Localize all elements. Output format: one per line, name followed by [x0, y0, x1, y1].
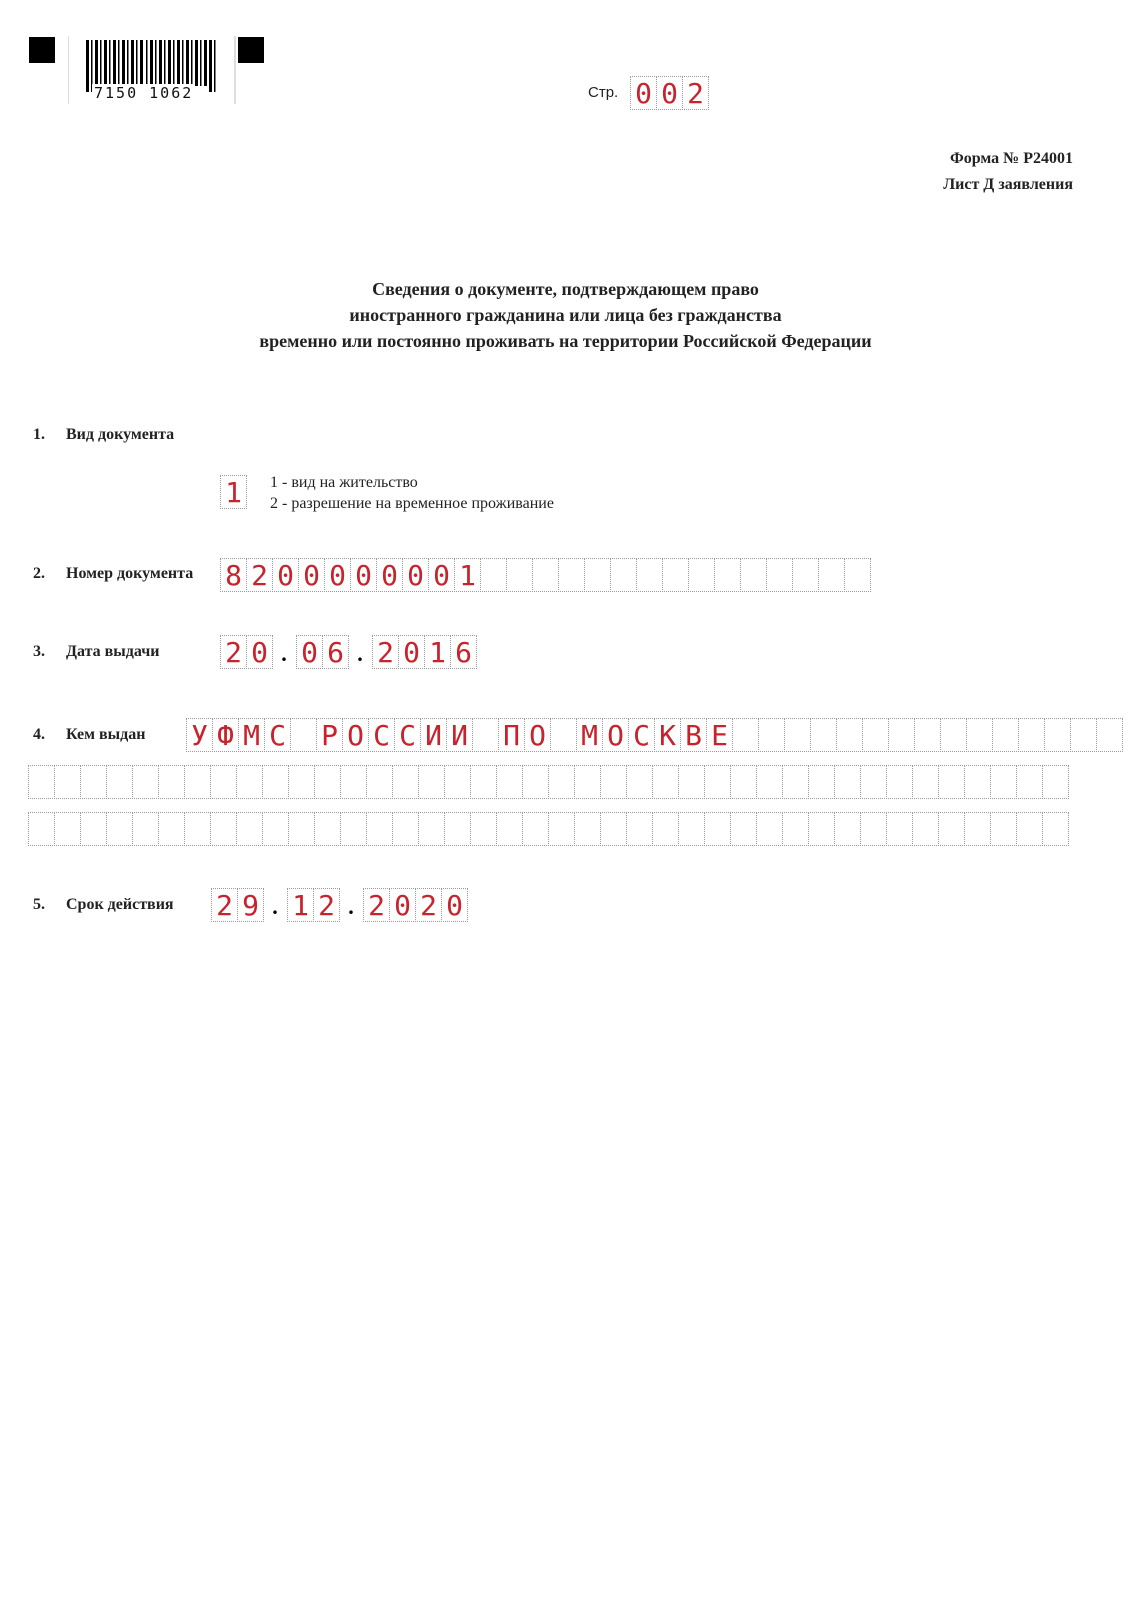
date-separator: .: [357, 641, 363, 666]
issued-by-cell[interactable]: [1070, 718, 1097, 752]
issued-by-cell[interactable]: [28, 812, 55, 846]
doc-number-cell[interactable]: 0: [376, 558, 403, 592]
doc-type-input[interactable]: [220, 475, 246, 509]
issued-by-cell[interactable]: [392, 765, 419, 799]
issued-by-cell[interactable]: И: [446, 718, 473, 752]
issued-by-cell[interactable]: [418, 765, 445, 799]
issued-by-cell[interactable]: [314, 812, 341, 846]
expiry-month-cell[interactable]: 1: [287, 888, 314, 922]
issued-by-cell[interactable]: [54, 765, 81, 799]
issued-by-cell[interactable]: [548, 765, 575, 799]
issued-by-cell[interactable]: [886, 765, 913, 799]
issue-date-label: Дата выдачи: [66, 643, 160, 660]
date-separator: .: [281, 641, 287, 666]
issued-by-cell[interactable]: [106, 812, 133, 846]
doc-number-cell[interactable]: [558, 558, 585, 592]
doc-type-option-2: 2 - разрешение на временное проживание: [270, 495, 554, 512]
issued-by-cell[interactable]: [574, 812, 601, 846]
issued-by-cell[interactable]: [940, 718, 967, 752]
issued-by-cell[interactable]: И: [420, 718, 447, 752]
issued-by-cell[interactable]: [340, 812, 367, 846]
form-title-line-3: временно или постоянно проживать на территории Российской Федерации: [259, 331, 872, 351]
issued-by-line-3[interactable]: [28, 812, 1068, 846]
expiry-year-cell[interactable]: 2: [415, 888, 442, 922]
doc-number-cell[interactable]: 0: [272, 558, 299, 592]
issued-by-cell[interactable]: [1016, 765, 1043, 799]
issued-by-cell[interactable]: М: [238, 718, 265, 752]
issued-by-cell[interactable]: [860, 765, 887, 799]
issued-by-cell[interactable]: [626, 765, 653, 799]
issued-by-cell[interactable]: [1044, 718, 1071, 752]
doc-number-cell[interactable]: 2: [246, 558, 273, 592]
issued-by-cell[interactable]: [288, 765, 315, 799]
issued-by-cell[interactable]: [808, 765, 835, 799]
issue-year-cell[interactable]: 0: [398, 635, 425, 669]
doc-number-cell[interactable]: [506, 558, 533, 592]
issued-by-cell[interactable]: [678, 812, 705, 846]
issued-by-cell[interactable]: [210, 765, 237, 799]
page-digit-cell: 0: [630, 76, 657, 110]
form-number: Форма № Р24001: [949, 150, 1073, 167]
corner-marker-right: [238, 37, 264, 63]
form-sheet: Лист Д заявления: [943, 176, 1073, 193]
issued-by-cell[interactable]: [54, 812, 81, 846]
doc-number-cell[interactable]: 0: [402, 558, 429, 592]
issued-by-cell[interactable]: [914, 718, 941, 752]
issued-by-cell[interactable]: [966, 718, 993, 752]
form-title-line-2: иностранного гражданина или лица без гражданства: [349, 305, 782, 325]
issued-by-cell[interactable]: [600, 812, 627, 846]
issued-by-cell[interactable]: [810, 718, 837, 752]
barcode-number: 7150 1062: [94, 84, 194, 102]
issued-by-cell[interactable]: [522, 812, 549, 846]
doc-number-cell[interactable]: [584, 558, 611, 592]
issued-by-cell[interactable]: [340, 765, 367, 799]
doc-number-cell[interactable]: 1: [454, 558, 481, 592]
field-2-number: 2.: [33, 565, 45, 582]
page-digit-cell: 0: [656, 76, 683, 110]
issued-by-cell[interactable]: [888, 718, 915, 752]
doc-number-cell[interactable]: 0: [428, 558, 455, 592]
doc-number-cell[interactable]: [792, 558, 819, 592]
issued-by-cell[interactable]: [106, 765, 133, 799]
issued-by-cell[interactable]: [80, 812, 107, 846]
issued-by-cell[interactable]: [470, 812, 497, 846]
doc-number-cell[interactable]: 0: [324, 558, 351, 592]
issued-by-cell[interactable]: [912, 765, 939, 799]
expiry-day-cell[interactable]: 9: [237, 888, 264, 922]
issued-by-cell[interactable]: [1042, 812, 1069, 846]
issue-year-cell[interactable]: 1: [424, 635, 451, 669]
issued-by-cell[interactable]: [938, 812, 965, 846]
issued-by-cell[interactable]: [574, 765, 601, 799]
expiry-label: Срок действия: [66, 896, 174, 913]
issued-by-cell[interactable]: [964, 812, 991, 846]
doc-number-cell[interactable]: [662, 558, 689, 592]
issued-by-cell[interactable]: [652, 765, 679, 799]
doc-number-cell[interactable]: [818, 558, 845, 592]
doc-number-cell[interactable]: [688, 558, 715, 592]
issued-by-cell[interactable]: С: [628, 718, 655, 752]
form-title-line-1: Сведения о документе, подтверждающем право: [372, 279, 759, 299]
doc-number-cell[interactable]: [636, 558, 663, 592]
issued-by-cell[interactable]: [80, 765, 107, 799]
issued-by-label: Кем выдан: [66, 726, 146, 743]
issued-by-cell[interactable]: [704, 812, 731, 846]
field-1-number: 1.: [33, 426, 45, 443]
issued-by-cell[interactable]: Ф: [212, 718, 239, 752]
issued-by-cell[interactable]: [836, 718, 863, 752]
issued-by-cell[interactable]: О: [524, 718, 551, 752]
issued-by-cell[interactable]: [626, 812, 653, 846]
issued-by-cell[interactable]: [730, 765, 757, 799]
issued-by-cell[interactable]: [990, 765, 1017, 799]
issue-year-cell[interactable]: 6: [450, 635, 477, 669]
issued-by-cell[interactable]: Е: [706, 718, 733, 752]
issue-day-cell[interactable]: 2: [220, 635, 247, 669]
issued-by-cell[interactable]: [158, 812, 185, 846]
issued-by-cell[interactable]: [784, 718, 811, 752]
issued-by-line-2[interactable]: [28, 765, 1068, 799]
issued-by-cell[interactable]: [862, 718, 889, 752]
issued-by-cell[interactable]: [548, 812, 575, 846]
issued-by-cell[interactable]: [782, 812, 809, 846]
date-separator: .: [272, 894, 278, 919]
corner-marker-left: [29, 37, 55, 63]
issued-by-cell[interactable]: [28, 765, 55, 799]
issued-by-cell[interactable]: [314, 765, 341, 799]
issued-by-cell[interactable]: [470, 765, 497, 799]
issued-by-cell[interactable]: [392, 812, 419, 846]
issued-by-cell[interactable]: [808, 812, 835, 846]
issued-by-cell[interactable]: [262, 812, 289, 846]
issued-by-cell[interactable]: [184, 765, 211, 799]
issued-by-cell[interactable]: [522, 765, 549, 799]
field-3-number: 3.: [33, 643, 45, 660]
issued-by-cell[interactable]: [496, 765, 523, 799]
expiry-month-cell[interactable]: 2: [313, 888, 340, 922]
issued-by-cell[interactable]: [756, 765, 783, 799]
issued-by-cell[interactable]: [236, 765, 263, 799]
issued-by-cell[interactable]: [290, 718, 317, 752]
issued-by-cell[interactable]: [366, 765, 393, 799]
issued-by-cell[interactable]: [366, 812, 393, 846]
issued-by-cell[interactable]: [262, 765, 289, 799]
issued-by-cell[interactable]: [912, 812, 939, 846]
issued-by-cell[interactable]: [1042, 765, 1069, 799]
issued-by-cell[interactable]: [236, 812, 263, 846]
issued-by-cell[interactable]: [600, 765, 627, 799]
issued-by-cell[interactable]: [444, 765, 471, 799]
issued-by-cell[interactable]: [990, 812, 1017, 846]
doc-type-cell[interactable]: 1: [220, 475, 247, 509]
date-separator: .: [348, 894, 354, 919]
issued-by-cell[interactable]: О: [342, 718, 369, 752]
issued-by-cell[interactable]: М: [576, 718, 603, 752]
issued-by-cell[interactable]: К: [654, 718, 681, 752]
issued-by-cell[interactable]: [550, 718, 577, 752]
doc-number-cell[interactable]: 8: [220, 558, 247, 592]
issued-by-cell[interactable]: [472, 718, 499, 752]
page-label: Стр.: [588, 84, 619, 101]
issued-by-cell[interactable]: [758, 718, 785, 752]
doc-number-label: Номер документа: [66, 565, 194, 582]
expiry-year-cell[interactable]: 0: [389, 888, 416, 922]
issued-by-cell[interactable]: [782, 765, 809, 799]
expiry-year-cell[interactable]: 2: [363, 888, 390, 922]
doc-number-cell[interactable]: [610, 558, 637, 592]
issued-by-cell[interactable]: О: [602, 718, 629, 752]
doc-type-option-1: 1 - вид на жительство: [270, 474, 418, 491]
issued-by-cell[interactable]: [496, 812, 523, 846]
expiry-day-cell[interactable]: 2: [211, 888, 238, 922]
expiry-date-input[interactable]: [211, 888, 467, 922]
issue-date-input[interactable]: [220, 635, 476, 669]
issued-by-cell[interactable]: [756, 812, 783, 846]
issued-by-cell[interactable]: [886, 812, 913, 846]
issued-by-line-1[interactable]: [186, 718, 1122, 752]
issued-by-cell[interactable]: [158, 765, 185, 799]
issued-by-cell[interactable]: Р: [316, 718, 343, 752]
issued-by-cell[interactable]: [210, 812, 237, 846]
doc-number-cell[interactable]: [714, 558, 741, 592]
issued-by-cell[interactable]: С: [368, 718, 395, 752]
issued-by-cell[interactable]: [964, 765, 991, 799]
doc-number-input[interactable]: [220, 558, 870, 592]
issued-by-cell[interactable]: [1018, 718, 1045, 752]
issued-by-cell[interactable]: С: [394, 718, 421, 752]
issued-by-cell[interactable]: [834, 812, 861, 846]
issued-by-cell[interactable]: [834, 765, 861, 799]
issue-month-cell[interactable]: 0: [296, 635, 323, 669]
doc-number-cell[interactable]: [740, 558, 767, 592]
issued-by-cell[interactable]: [732, 718, 759, 752]
issued-by-cell[interactable]: [444, 812, 471, 846]
issued-by-cell[interactable]: [730, 812, 757, 846]
issued-by-cell[interactable]: [938, 765, 965, 799]
issued-by-cell[interactable]: С: [264, 718, 291, 752]
issued-by-cell[interactable]: [678, 765, 705, 799]
issued-by-cell[interactable]: [132, 765, 159, 799]
page-number-cells: [630, 76, 708, 110]
issued-by-cell[interactable]: [992, 718, 1019, 752]
doc-number-cell[interactable]: [532, 558, 559, 592]
issued-by-cell[interactable]: [860, 812, 887, 846]
field-4-number: 4.: [33, 726, 45, 743]
issued-by-cell[interactable]: [1096, 718, 1123, 752]
issued-by-cell[interactable]: [704, 765, 731, 799]
issued-by-cell[interactable]: [132, 812, 159, 846]
issued-by-cell[interactable]: [1016, 812, 1043, 846]
issued-by-cell[interactable]: [288, 812, 315, 846]
page-digit-cell: 2: [682, 76, 709, 110]
issued-by-cell[interactable]: П: [498, 718, 525, 752]
doc-number-cell[interactable]: [844, 558, 871, 592]
issued-by-cell[interactable]: У: [186, 718, 213, 752]
doc-number-cell[interactable]: [480, 558, 507, 592]
doc-type-label: Вид документа: [66, 426, 175, 443]
issued-by-cell[interactable]: [652, 812, 679, 846]
field-5-number: 5.: [33, 896, 45, 913]
issue-month-cell[interactable]: 6: [322, 635, 349, 669]
doc-number-cell[interactable]: 0: [350, 558, 377, 592]
doc-number-cell[interactable]: [766, 558, 793, 592]
issue-day-cell[interactable]: 0: [246, 635, 273, 669]
doc-number-cell[interactable]: 0: [298, 558, 325, 592]
issued-by-cell[interactable]: [184, 812, 211, 846]
issued-by-cell[interactable]: В: [680, 718, 707, 752]
issued-by-cell[interactable]: [418, 812, 445, 846]
issue-year-cell[interactable]: 2: [372, 635, 399, 669]
expiry-year-cell[interactable]: 0: [441, 888, 468, 922]
